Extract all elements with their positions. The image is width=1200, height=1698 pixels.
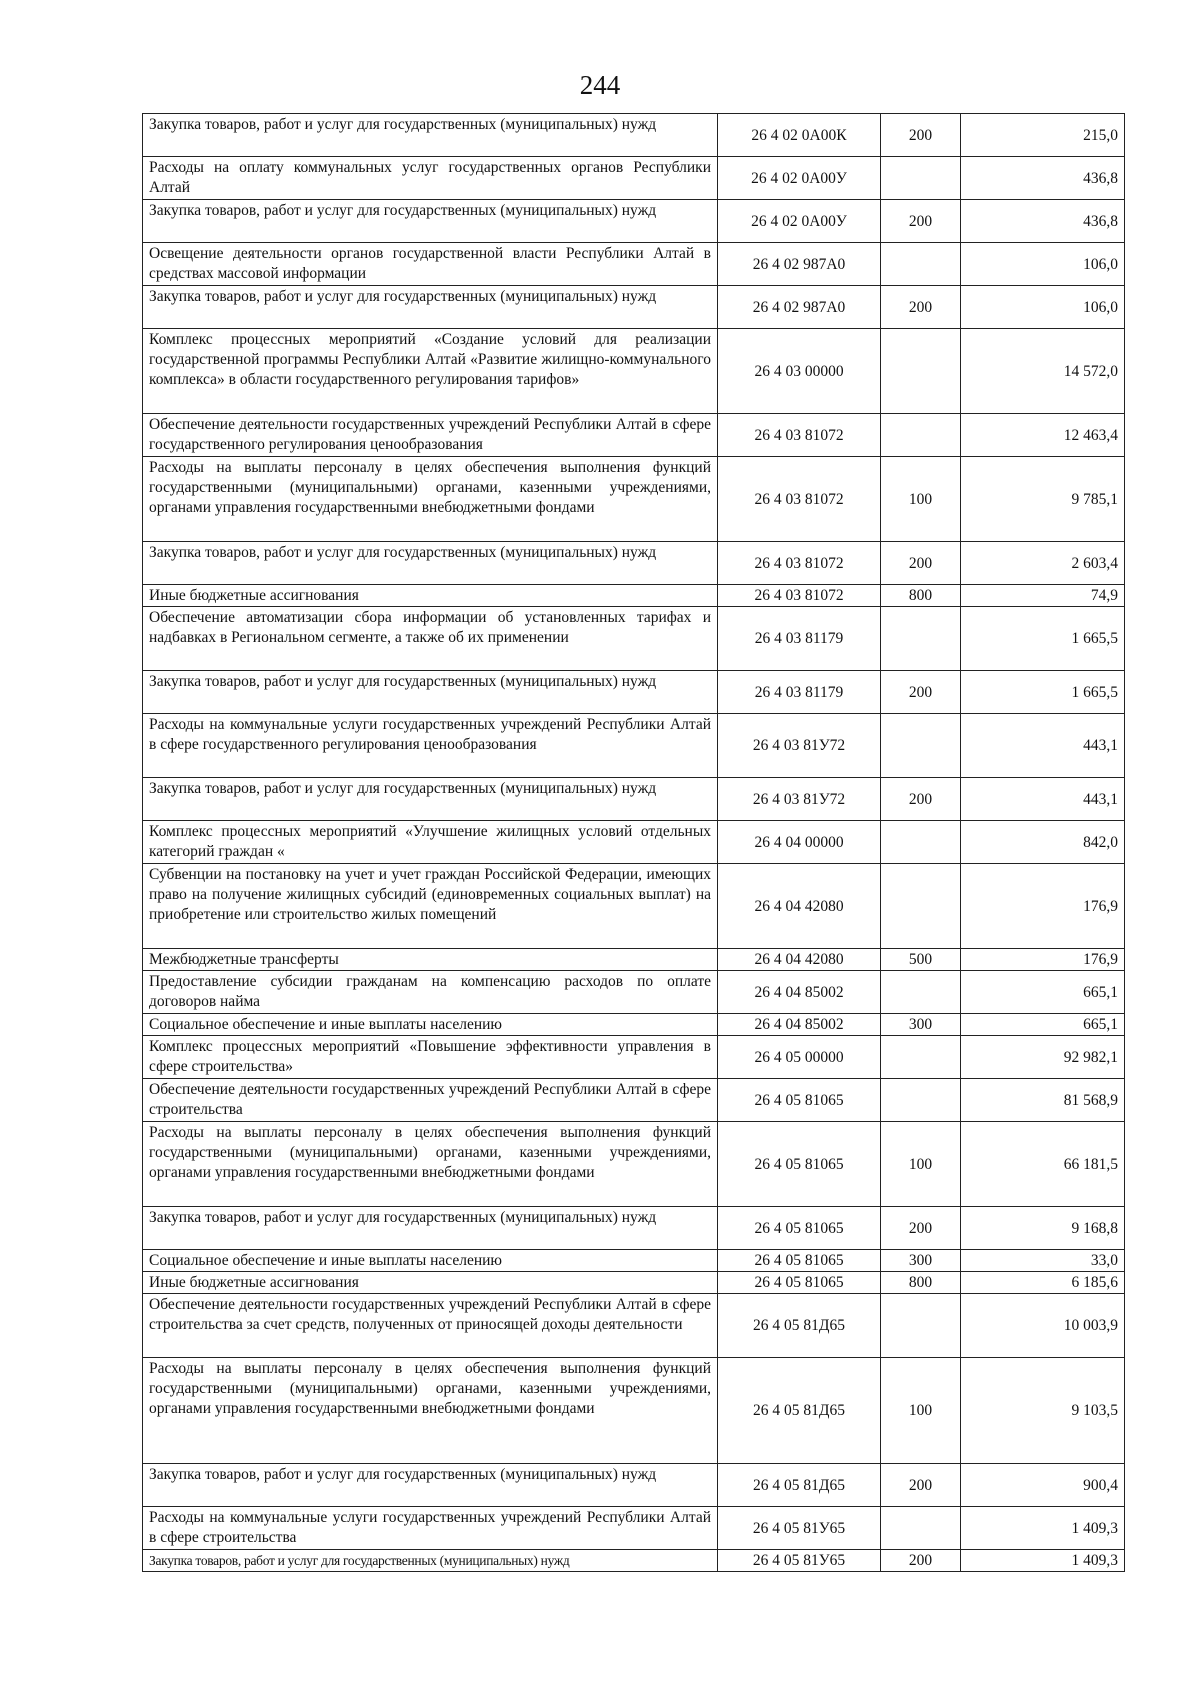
- row-amount-cell: 9 168,8: [961, 1207, 1125, 1250]
- row-type-cell: 800: [881, 1272, 961, 1294]
- table-row: [143, 243, 1125, 286]
- row-code-cell: 26 4 05 81065: [718, 1122, 881, 1207]
- row-type-cell: 800: [881, 585, 961, 607]
- row-name-cell: Расходы на выплаты персоналу в целях обеспечения выполнения функций государственными (муниципальными) органами, казенными учреждениями, органами управления государственными внебюджетными фондами: [143, 1358, 718, 1464]
- table-row: [143, 542, 1125, 585]
- row-name-cell: Закупка товаров, работ и услуг для государственных (муниципальных) нужд: [143, 778, 718, 821]
- budget-table: [142, 113, 1125, 1572]
- row-type-cell: 100: [881, 457, 961, 542]
- row-amount-cell: 10 003,9: [961, 1294, 1125, 1358]
- row-type-cell: 100: [881, 1358, 961, 1464]
- row-name-cell: Закупка товаров, работ и услуг для государственных (муниципальных) нужд: [143, 542, 718, 585]
- row-amount-cell: 106,0: [961, 286, 1125, 329]
- row-type-cell: [881, 243, 961, 286]
- row-code-cell: 26 4 04 42080: [718, 864, 881, 949]
- row-amount-cell: 176,9: [961, 864, 1125, 949]
- table-row: [143, 114, 1125, 157]
- row-code-cell: 26 4 03 81072: [718, 585, 881, 607]
- table-row: [143, 1507, 1125, 1550]
- row-type-cell: 200: [881, 778, 961, 821]
- table-row: [143, 864, 1125, 949]
- table-row: [143, 1079, 1125, 1122]
- table-row: [143, 821, 1125, 864]
- row-amount-cell: 176,9: [961, 949, 1125, 971]
- page-number: 244: [579, 70, 621, 100]
- table-row: [143, 414, 1125, 457]
- row-name-cell: Закупка товаров, работ и услуг для государственных (муниципальных) нужд: [143, 1550, 718, 1572]
- row-type-cell: 300: [881, 1250, 961, 1272]
- row-type-cell: [881, 607, 961, 671]
- row-name-cell: Обеспечение деятельности государственных учреждений Республики Алтай в сфере строительства за счет средств, полученных от приносящей доходы деятельности: [143, 1294, 718, 1358]
- row-name-cell: Расходы на коммунальные услуги государственных учреждений Республики Алтай в сфере строительства: [143, 1507, 718, 1550]
- row-amount-cell: 9 103,5: [961, 1358, 1125, 1464]
- row-amount-cell: 2 603,4: [961, 542, 1125, 585]
- row-amount-cell: 92 982,1: [961, 1036, 1125, 1079]
- row-amount-cell: 1 409,3: [961, 1550, 1125, 1572]
- table-row: [143, 286, 1125, 329]
- row-code-cell: 26 4 03 00000: [718, 329, 881, 414]
- table-row: [143, 1250, 1125, 1272]
- row-type-cell: 200: [881, 1464, 961, 1507]
- row-amount-cell: 665,1: [961, 1014, 1125, 1036]
- table-row: [143, 157, 1125, 200]
- table-row: [143, 200, 1125, 243]
- row-amount-cell: 33,0: [961, 1250, 1125, 1272]
- row-name-cell: Иные бюджетные ассигнования: [143, 1272, 718, 1294]
- table-row: [143, 971, 1125, 1014]
- row-type-cell: [881, 1294, 961, 1358]
- row-name-cell: Межбюджетные трансферты: [143, 949, 718, 971]
- row-type-cell: [881, 714, 961, 778]
- row-amount-cell: 9 785,1: [961, 457, 1125, 542]
- row-amount-cell: 1 665,5: [961, 671, 1125, 714]
- row-name-cell: Закупка товаров, работ и услуг для государственных (муниципальных) нужд: [143, 114, 718, 157]
- row-code-cell: 26 4 04 42080: [718, 949, 881, 971]
- row-amount-cell: 436,8: [961, 200, 1125, 243]
- row-name-cell: Расходы на коммунальные услуги государственных учреждений Республики Алтай в сфере государственного регулирования ценообразования: [143, 714, 718, 778]
- row-name-cell: Закупка товаров, работ и услуг для государственных (муниципальных) нужд: [143, 671, 718, 714]
- row-name-cell: Освещение деятельности органов государственной власти Республики Алтай в средствах массовой информации: [143, 243, 718, 286]
- row-code-cell: 26 4 02 0А00К: [718, 114, 881, 157]
- row-name-cell: Предоставление субсидии гражданам на компенсацию расходов по оплате договоров найма: [143, 971, 718, 1014]
- table-row: [143, 457, 1125, 542]
- row-code-cell: 26 4 04 85002: [718, 1014, 881, 1036]
- row-type-cell: 500: [881, 949, 961, 971]
- row-name-cell: Социальное обеспечение и иные выплаты населению: [143, 1250, 718, 1272]
- row-name-cell: Закупка товаров, работ и услуг для государственных (муниципальных) нужд: [143, 1464, 718, 1507]
- row-name-cell: Обеспечение деятельности государственных учреждений Республики Алтай в сфере государственного регулирования ценообразования: [143, 414, 718, 457]
- row-type-cell: [881, 1079, 961, 1122]
- table-row: [143, 585, 1125, 607]
- table-row: [143, 1207, 1125, 1250]
- row-name-cell: Социальное обеспечение и иные выплаты населению: [143, 1014, 718, 1036]
- table-row: [143, 671, 1125, 714]
- row-code-cell: 26 4 05 81065: [718, 1207, 881, 1250]
- row-type-cell: [881, 1036, 961, 1079]
- row-code-cell: 26 4 03 81072: [718, 457, 881, 542]
- row-amount-cell: 12 463,4: [961, 414, 1125, 457]
- row-amount-cell: 81 568,9: [961, 1079, 1125, 1122]
- row-type-cell: [881, 971, 961, 1014]
- row-amount-cell: 842,0: [961, 821, 1125, 864]
- row-name-cell: Комплекс процессных мероприятий «Создание условий для реализации государственной программы Республики Алтай «Развитие жилищно-коммунального комплекса» в области государственного регулирования тарифов»: [143, 329, 718, 414]
- row-code-cell: 26 4 05 81Д65: [718, 1294, 881, 1358]
- row-amount-cell: 14 572,0: [961, 329, 1125, 414]
- row-name-cell: Расходы на выплаты персоналу в целях обеспечения выполнения функций государственными (муниципальными) органами, казенными учреждениями, органами управления государственными внебюджетными фондами: [143, 457, 718, 542]
- row-amount-cell: 215,0: [961, 114, 1125, 157]
- row-code-cell: 26 4 04 00000: [718, 821, 881, 864]
- row-type-cell: 200: [881, 286, 961, 329]
- table-row: [143, 1358, 1125, 1464]
- table-row: [143, 607, 1125, 671]
- row-amount-cell: 66 181,5: [961, 1122, 1125, 1207]
- table-row: [143, 1122, 1125, 1207]
- row-name-cell: Обеспечение автоматизации сбора информации об установленных тарифах и надбавках в Региональном сегменте, а также об их применении: [143, 607, 718, 671]
- row-amount-cell: 443,1: [961, 714, 1125, 778]
- row-code-cell: 26 4 05 81Д65: [718, 1464, 881, 1507]
- row-code-cell: 26 4 02 0А00У: [718, 200, 881, 243]
- row-type-cell: [881, 1507, 961, 1550]
- row-code-cell: 26 4 05 81У65: [718, 1507, 881, 1550]
- row-name-cell: Иные бюджетные ассигнования: [143, 585, 718, 607]
- row-code-cell: 26 4 05 81Д65: [718, 1358, 881, 1464]
- row-amount-cell: 1 665,5: [961, 607, 1125, 671]
- row-amount-cell: 436,8: [961, 157, 1125, 200]
- row-name-cell: Комплекс процессных мероприятий «Повышение эффективности управления в сфере строительства»: [143, 1036, 718, 1079]
- table-row: [143, 1294, 1125, 1358]
- row-type-cell: [881, 414, 961, 457]
- table-row: [143, 949, 1125, 971]
- row-name-cell: Расходы на оплату коммунальных услуг государственных органов Республики Алтай: [143, 157, 718, 200]
- row-amount-cell: 665,1: [961, 971, 1125, 1014]
- table-row: [143, 1550, 1125, 1572]
- row-amount-cell: 106,0: [961, 243, 1125, 286]
- row-type-cell: 200: [881, 1550, 961, 1572]
- row-name-cell: Комплекс процессных мероприятий «Улучшение жилищных условий отдельных категорий граждан «: [143, 821, 718, 864]
- row-amount-cell: 1 409,3: [961, 1507, 1125, 1550]
- row-amount-cell: 443,1: [961, 778, 1125, 821]
- row-type-cell: [881, 157, 961, 200]
- row-name-cell: Обеспечение деятельности государственных учреждений Республики Алтай в сфере строительства: [143, 1079, 718, 1122]
- row-name-cell: Закупка товаров, работ и услуг для государственных (муниципальных) нужд: [143, 200, 718, 243]
- table-row: [143, 1464, 1125, 1507]
- row-amount-cell: 6 185,6: [961, 1272, 1125, 1294]
- table-row: [143, 329, 1125, 414]
- row-name-cell: Закупка товаров, работ и услуг для государственных (муниципальных) нужд: [143, 1207, 718, 1250]
- row-code-cell: 26 4 03 81У72: [718, 778, 881, 821]
- row-type-cell: 200: [881, 114, 961, 157]
- table-row: [143, 1272, 1125, 1294]
- table-row: [143, 1014, 1125, 1036]
- row-amount-cell: 74,9: [961, 585, 1125, 607]
- row-name-cell: Закупка товаров, работ и услуг для государственных (муниципальных) нужд: [143, 286, 718, 329]
- row-code-cell: 26 4 05 81065: [718, 1272, 881, 1294]
- row-type-cell: 300: [881, 1014, 961, 1036]
- row-code-cell: 26 4 05 00000: [718, 1036, 881, 1079]
- row-code-cell: 26 4 03 81179: [718, 607, 881, 671]
- row-name-cell: Расходы на выплаты персоналу в целях обеспечения выполнения функций государственными (муниципальными) органами, казенными учреждениями, органами управления государственными внебюджетными фондами: [143, 1122, 718, 1207]
- row-type-cell: 200: [881, 1207, 961, 1250]
- budget-table-body: [143, 114, 1125, 1572]
- table-row: [143, 1036, 1125, 1079]
- row-code-cell: 26 4 03 81У72: [718, 714, 881, 778]
- row-code-cell: 26 4 02 987А0: [718, 286, 881, 329]
- row-code-cell: 26 4 04 85002: [718, 971, 881, 1014]
- row-code-cell: 26 4 02 987А0: [718, 243, 881, 286]
- row-code-cell: 26 4 03 81179: [718, 671, 881, 714]
- row-code-cell: 26 4 03 81072: [718, 542, 881, 585]
- row-code-cell: 26 4 05 81У65: [718, 1550, 881, 1572]
- row-type-cell: 200: [881, 200, 961, 243]
- row-amount-cell: 900,4: [961, 1464, 1125, 1507]
- row-type-cell: [881, 329, 961, 414]
- row-type-cell: [881, 821, 961, 864]
- row-type-cell: [881, 864, 961, 949]
- table-row: [143, 714, 1125, 778]
- row-code-cell: 26 4 02 0А00У: [718, 157, 881, 200]
- row-code-cell: 26 4 05 81065: [718, 1079, 881, 1122]
- row-type-cell: 200: [881, 542, 961, 585]
- table-row: [143, 778, 1125, 821]
- row-code-cell: 26 4 05 81065: [718, 1250, 881, 1272]
- row-type-cell: 100: [881, 1122, 961, 1207]
- row-name-cell: Субвенции на постановку на учет и учет граждан Российской Федерации, имеющих право на получение жилищных субсидий (единовременных социальных выплат) на приобретение или строительство жилых помещений: [143, 864, 718, 949]
- row-type-cell: 200: [881, 671, 961, 714]
- row-code-cell: 26 4 03 81072: [718, 414, 881, 457]
